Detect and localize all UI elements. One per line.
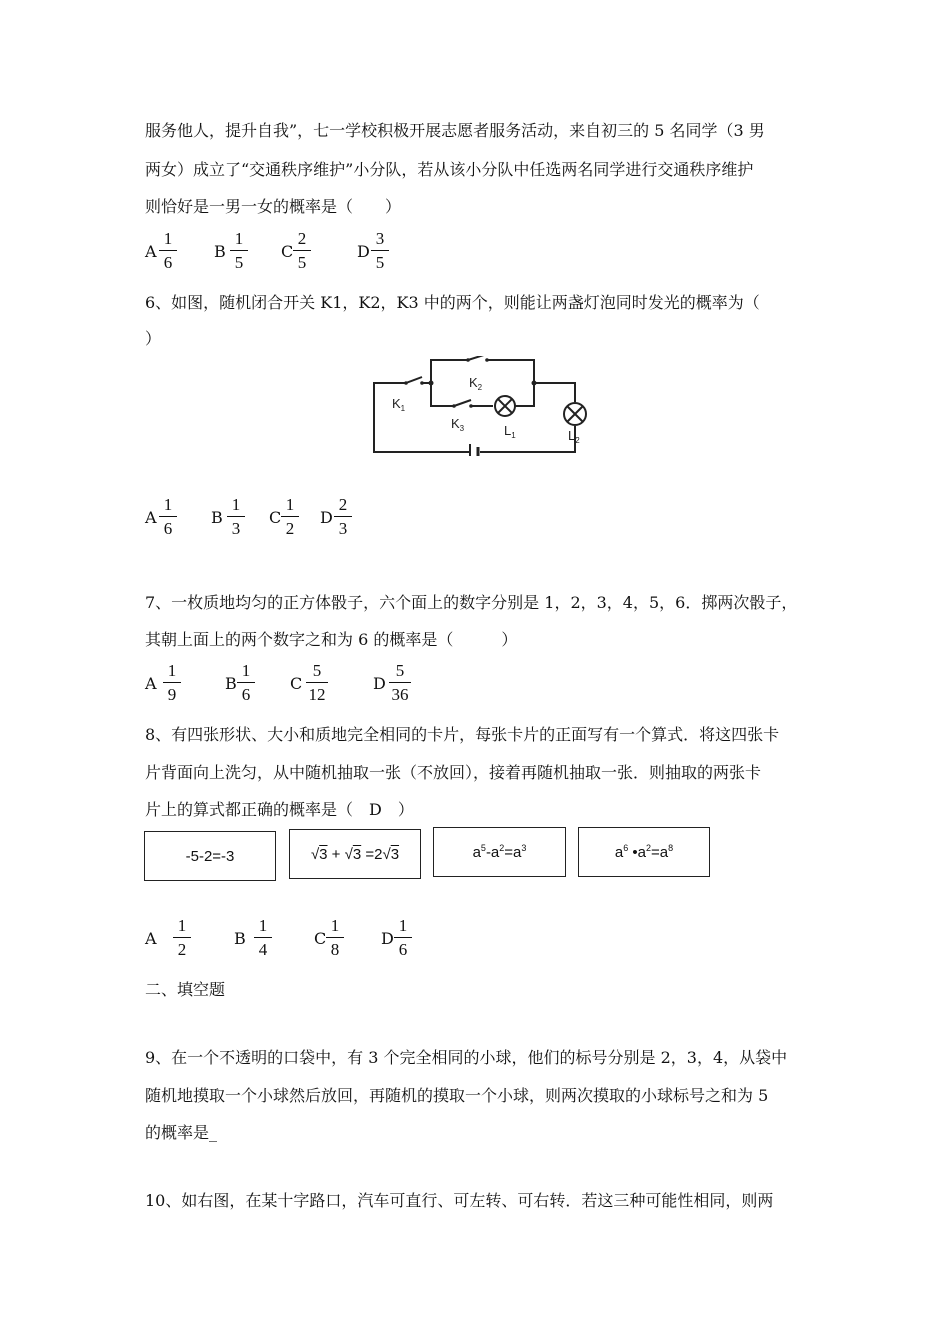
- label-k2: $K_2$: [469, 375, 483, 392]
- q8-line-2: 片背面向上洗匀，从中随机抽取一张（不放回），接着再随机抽取一张．则抽取的两张卡: [145, 763, 762, 782]
- card-1-formula: -5-2=-3: [185, 847, 235, 865]
- section-heading: 二、填空题: [145, 980, 226, 999]
- circuit-diagram: [368, 356, 593, 456]
- q7-line-2: 其朝上面上的两个数字之和为 6 的概率是（ ）: [145, 630, 518, 649]
- q5-line-1: 服务他人，提升自我”，七一学校积极开展志愿者服务活动，来自初三的 5 名同学（3 男: [145, 121, 765, 140]
- q8-line-1: 8、有四张形状、大小和质地完全相同的卡片，每张卡片的正面写有一个算式．将这四张卡: [145, 725, 780, 744]
- q6-line-2: ）: [145, 329, 162, 348]
- card-1: [144, 831, 276, 881]
- card-4-formula: $a^6$ $•a^2=a^8$: [614, 843, 674, 861]
- card-2-formula: √3 + √3 =2√3: [310, 845, 400, 863]
- q9-line-2: 随机地摸取一个小球然后放回，再随机的摸取一个小球，则两次摸取的小球标号之和为 5: [145, 1086, 769, 1105]
- label-k1: $K_1$: [392, 396, 406, 413]
- q9-line-1: 9、在一个不透明的口袋中，有 3 个完全相同的小球，他们的标号分别是 2，3，4，从袋中: [145, 1048, 788, 1067]
- card-2: [289, 829, 421, 879]
- q6-line-1: 6、如图，随机闭合开关 K1，K2，K3 中的两个，则能让两盏灯泡同时发光的概率为（: [145, 293, 760, 312]
- q9-line-3: 的概率是_: [145, 1123, 218, 1142]
- label-l1: $L_1$: [504, 423, 516, 440]
- q7-line-1: 7、一枚质地均匀的正方体骰子，六个面上的数字分别是 1，2，3，4，5，6．掷两次骰子，: [145, 593, 798, 612]
- q5-line-2: 两女）成立了“交通秩序维护”小分队，若从该小分队中任选两名同学进行交通秩序维护: [145, 160, 754, 179]
- card-3-formula: $a^5-a^2=a^3$: [472, 843, 527, 861]
- card-4: [578, 827, 710, 877]
- q8-line-3: 片上的算式都正确的概率是（ D ）: [145, 800, 414, 819]
- label-k3: $K_3$: [451, 416, 465, 433]
- card-3: [433, 827, 566, 877]
- q5-line-3: 则恰好是一男一女的概率是（ ）: [145, 197, 402, 216]
- q10-line-1: 10、如右图，在某十字路口，汽车可直行、可左转、可右转．若这三种可能性相同，则两: [145, 1191, 774, 1210]
- label-l2: $L_2$: [568, 428, 580, 445]
